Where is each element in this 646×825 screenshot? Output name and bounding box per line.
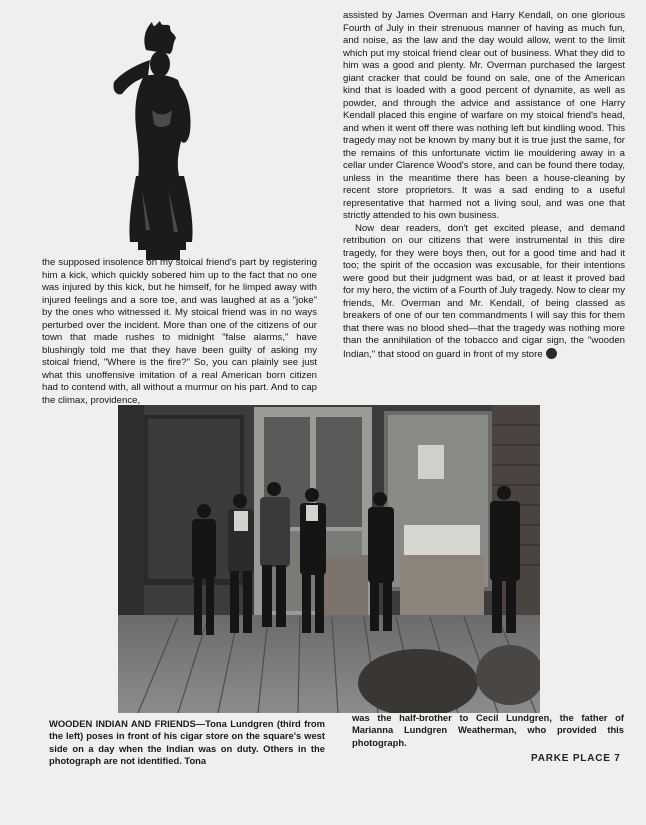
caption-text: —Tona Lundgren (third from the left) poses in front of his cigar store on the square's west side on a day when the Indian was on duty. Others in the photograph are not identified. Tona bbox=[49, 718, 325, 766]
article-paragraph: the supposed insolence on my stoical friend's part by registering him a kick, which quickly sobered him up to the fact that no one was injured by this kick, but he himself, for he limped away with injured feelings and a sore toe, and was laughed at as a "joke" by the ones who witnessed it. My stoical friend was in no ways perturbed over the incident. More than one of the citizens of our town that made rushes to midnight "false alarms," have blushingly told me that they have been guilty of asking my stoical friend, "Where is the fire?" So, you can plainly see just what this unoffensive imitation of a real American born citizen had to contend with, all without a murmur on his part. And to cap the climax, providence, bbox=[42, 257, 317, 406]
article-column-left bbox=[42, 257, 317, 407]
caption-text: was the half-brother to Cecil Lundgren, the father of Marianna Lundgren Weatherman, who provided this photograph. bbox=[352, 712, 624, 748]
wooden-indian-statue-image bbox=[108, 20, 208, 260]
article-column-right bbox=[343, 10, 625, 361]
end-of-article-bullet bbox=[546, 348, 557, 359]
article-paragraph: Now dear readers, don't get excited please, and demand retribution on our citizens that were instrumental in this dire tragedy, for they were boys then, out for a good time and had it too; the spirit of the occasion was excusable, for their intentions were good but their judgment was bad, or at least it proved bad for my hero, the victim of a Fourth of July tragedy. Now to clear my friends, Mr. Overman and Mr. Kendall, of being classed as breakers of one of our ten commandments I will say this for them that there was no blood shed—that the tragedy was nothing more than the annihilation of the tobacco and cigar sign, the "wooden Indian," that stood on guard in front of my store bbox=[343, 222, 625, 360]
article-paragraph-with-end-mark bbox=[343, 223, 625, 362]
article-paragraph: assisted by James Overman and Harry Kendall, on one glorious Fourth of July in their strenuous manner of having as much fun, and noise, as the law and the day would allow, went to the limit which put my stoical friend clear out of business. What they did to him was a good and plenty. Mr. Overman purchased the largest giant cracker that could be found on sale, one of the American kind that is loaded with a good percent of dynamite, as well as powder, and through the advice and assistance of one Harry Kendall placed this engine of warfare on my stoical friend's head, and when it went off there was nothing left but kindling wood. This tragedy may not be known by many but it is true just the same, for the remains of this unfortunate victim lie mouldering away in a cellar under Clarence Wood's store, and can be found there today, unless in the meantime there has been a house-cleaning by recent store proprietors. It was a sad ending to a useful representative that harmed not a living soul, and was one that strictly attended to his own business. bbox=[343, 10, 625, 221]
page-footer: PARKE PLACE 7 bbox=[531, 753, 621, 764]
cigar-store-photograph bbox=[118, 405, 540, 713]
caption-heading: WOODEN INDIAN AND FRIENDS bbox=[49, 718, 196, 729]
photo-caption-right bbox=[352, 712, 624, 749]
photo-caption-left bbox=[49, 718, 325, 767]
